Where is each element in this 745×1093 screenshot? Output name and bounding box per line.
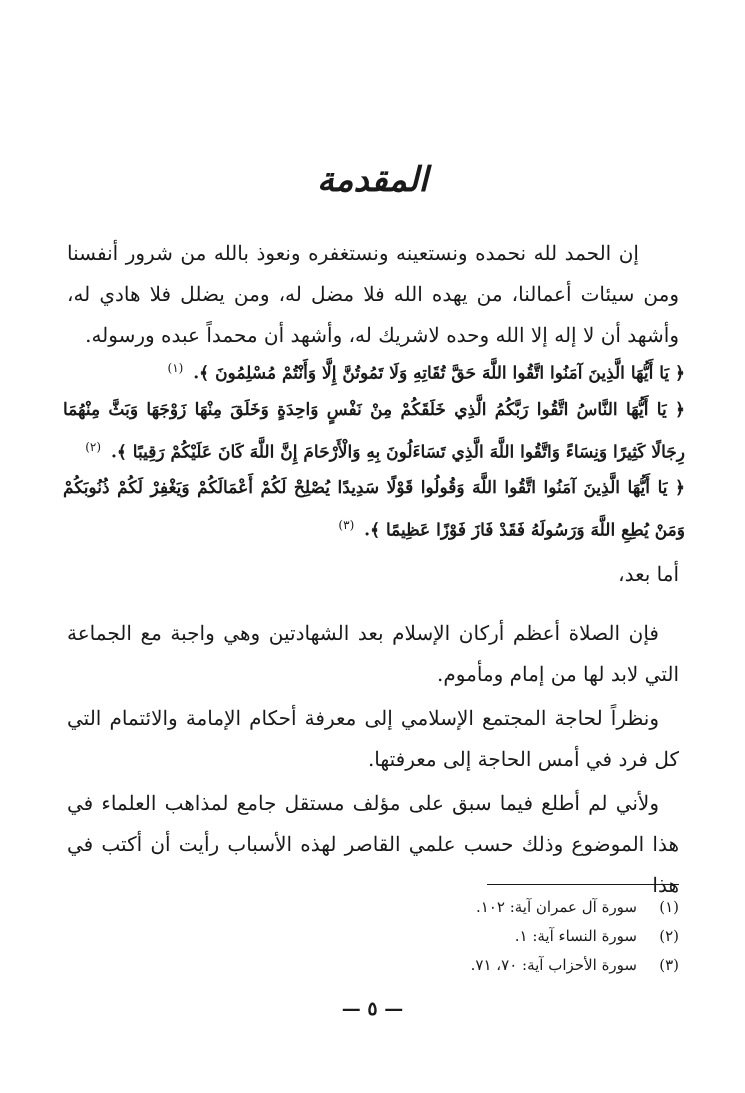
quran-verse-1 [63, 350, 685, 393]
footnote-marker: (٣) [338, 518, 355, 532]
footnote-number: (٢) [659, 927, 679, 945]
footnote-separator [487, 884, 679, 885]
footnote-marker: (٢) [85, 440, 102, 454]
body-paragraph-1: فإن الصلاة أعظم أركان الإسلام بعد الشهادتين وهي واجبة مع الجماعة التي لابد لها من إمام ومأموم. [67, 621, 679, 686]
verse-text: ﴿ يَا أَيُّهَا النَّاسُ اتَّقُوا رَبَّكُمُ الَّذِي خَلَقَكُمْ مِنْ نَفْسٍ وَاحِدَةٍ وَخَلَقَ مِنْهَا زَوْجَهَا وَبَثَّ مِنْهُمَا رِجَالًا كَثِيرًا وَنِسَاءً وَاتَّقُوا اللَّهَ الَّذِي تَسَاءَلُونَ بِهِ وَالْأَرْحَامَ إِنَّ اللَّهَ كَانَ عَلَيْكُمْ رَقِيبًا ﴾. [63, 400, 685, 463]
footnote-text: سورة آل عمران آية: ١٠٢. [475, 898, 637, 916]
footnote-number: (١) [659, 898, 679, 916]
page-number: — ٥ — [341, 998, 404, 1020]
footnotes-list [379, 893, 679, 980]
intro-paragraph: إن الحمد لله نحمده ونستعينه ونستغفره ونعوذ بالله من شرور أنفسنا ومن سيئات أعمالنا، من يهده الله فلا مضل له، ومن يضلل فلا هادي له، وأشهد أن لا إله إلا الله وحده لاشريك له، وأشهد أن محمداً عبده ورسوله. [67, 241, 679, 347]
page-title: المقدمة [317, 160, 428, 200]
footnote-number: (٣) [659, 956, 679, 974]
footnote-marker: (١) [167, 361, 184, 375]
footnote-item [379, 893, 679, 922]
body-paragraph-2: ونظراً لحاجة المجتمع الإسلامي إلى معرفة أحكام الإمامة والائتمام التي كل فرد في أمس الحاجة إلى معرفتها. [67, 706, 679, 771]
footnote-text: سورة النساء آية: ١. [514, 927, 637, 945]
quran-verse-2 [63, 392, 685, 472]
footnote-item [379, 922, 679, 951]
footnote-item [379, 951, 679, 980]
verse-text: ﴿ يَا أَيُّهَا الَّذِينَ آمَنُوا اتَّقُوا اللَّهَ وَقُولُوا قَوْلًا سَدِيدًا يُصْلِحْ لَكُمْ أَعْمَالَكُمْ وَيَغْفِرْ لَكُمْ ذُنُوبَكُمْ وَمَنْ يُطِعِ اللَّهَ وَرَسُولَهُ فَقَدْ فَازَ فَوْزًا عَظِيمًا ﴾. [63, 478, 685, 541]
body-paragraph-3: ولأني لم أطلع فيما سبق على مؤلف مستقل جامع لمذاهب العلماء في هذا الموضوع وذلك حسب علمي القاصر لهذه الأسباب رأيت أن أكتب في هذا [67, 791, 679, 897]
verse-text: ﴿ يَا أَيُّهَا الَّذِينَ آمَنُوا اتَّقُوا اللَّهَ حَقَّ تُقَاتِهِ وَلَا تَمُوتُنَّ إِلَّا وَأَنْتُمْ مُسْلِمُونَ ﴾. [193, 363, 685, 384]
quran-verse-3 [63, 470, 685, 550]
footnote-text: سورة الأحزاب آية: ٧٠، ٧١. [470, 956, 637, 974]
amma-baad-heading: أما بعد، [618, 562, 679, 586]
